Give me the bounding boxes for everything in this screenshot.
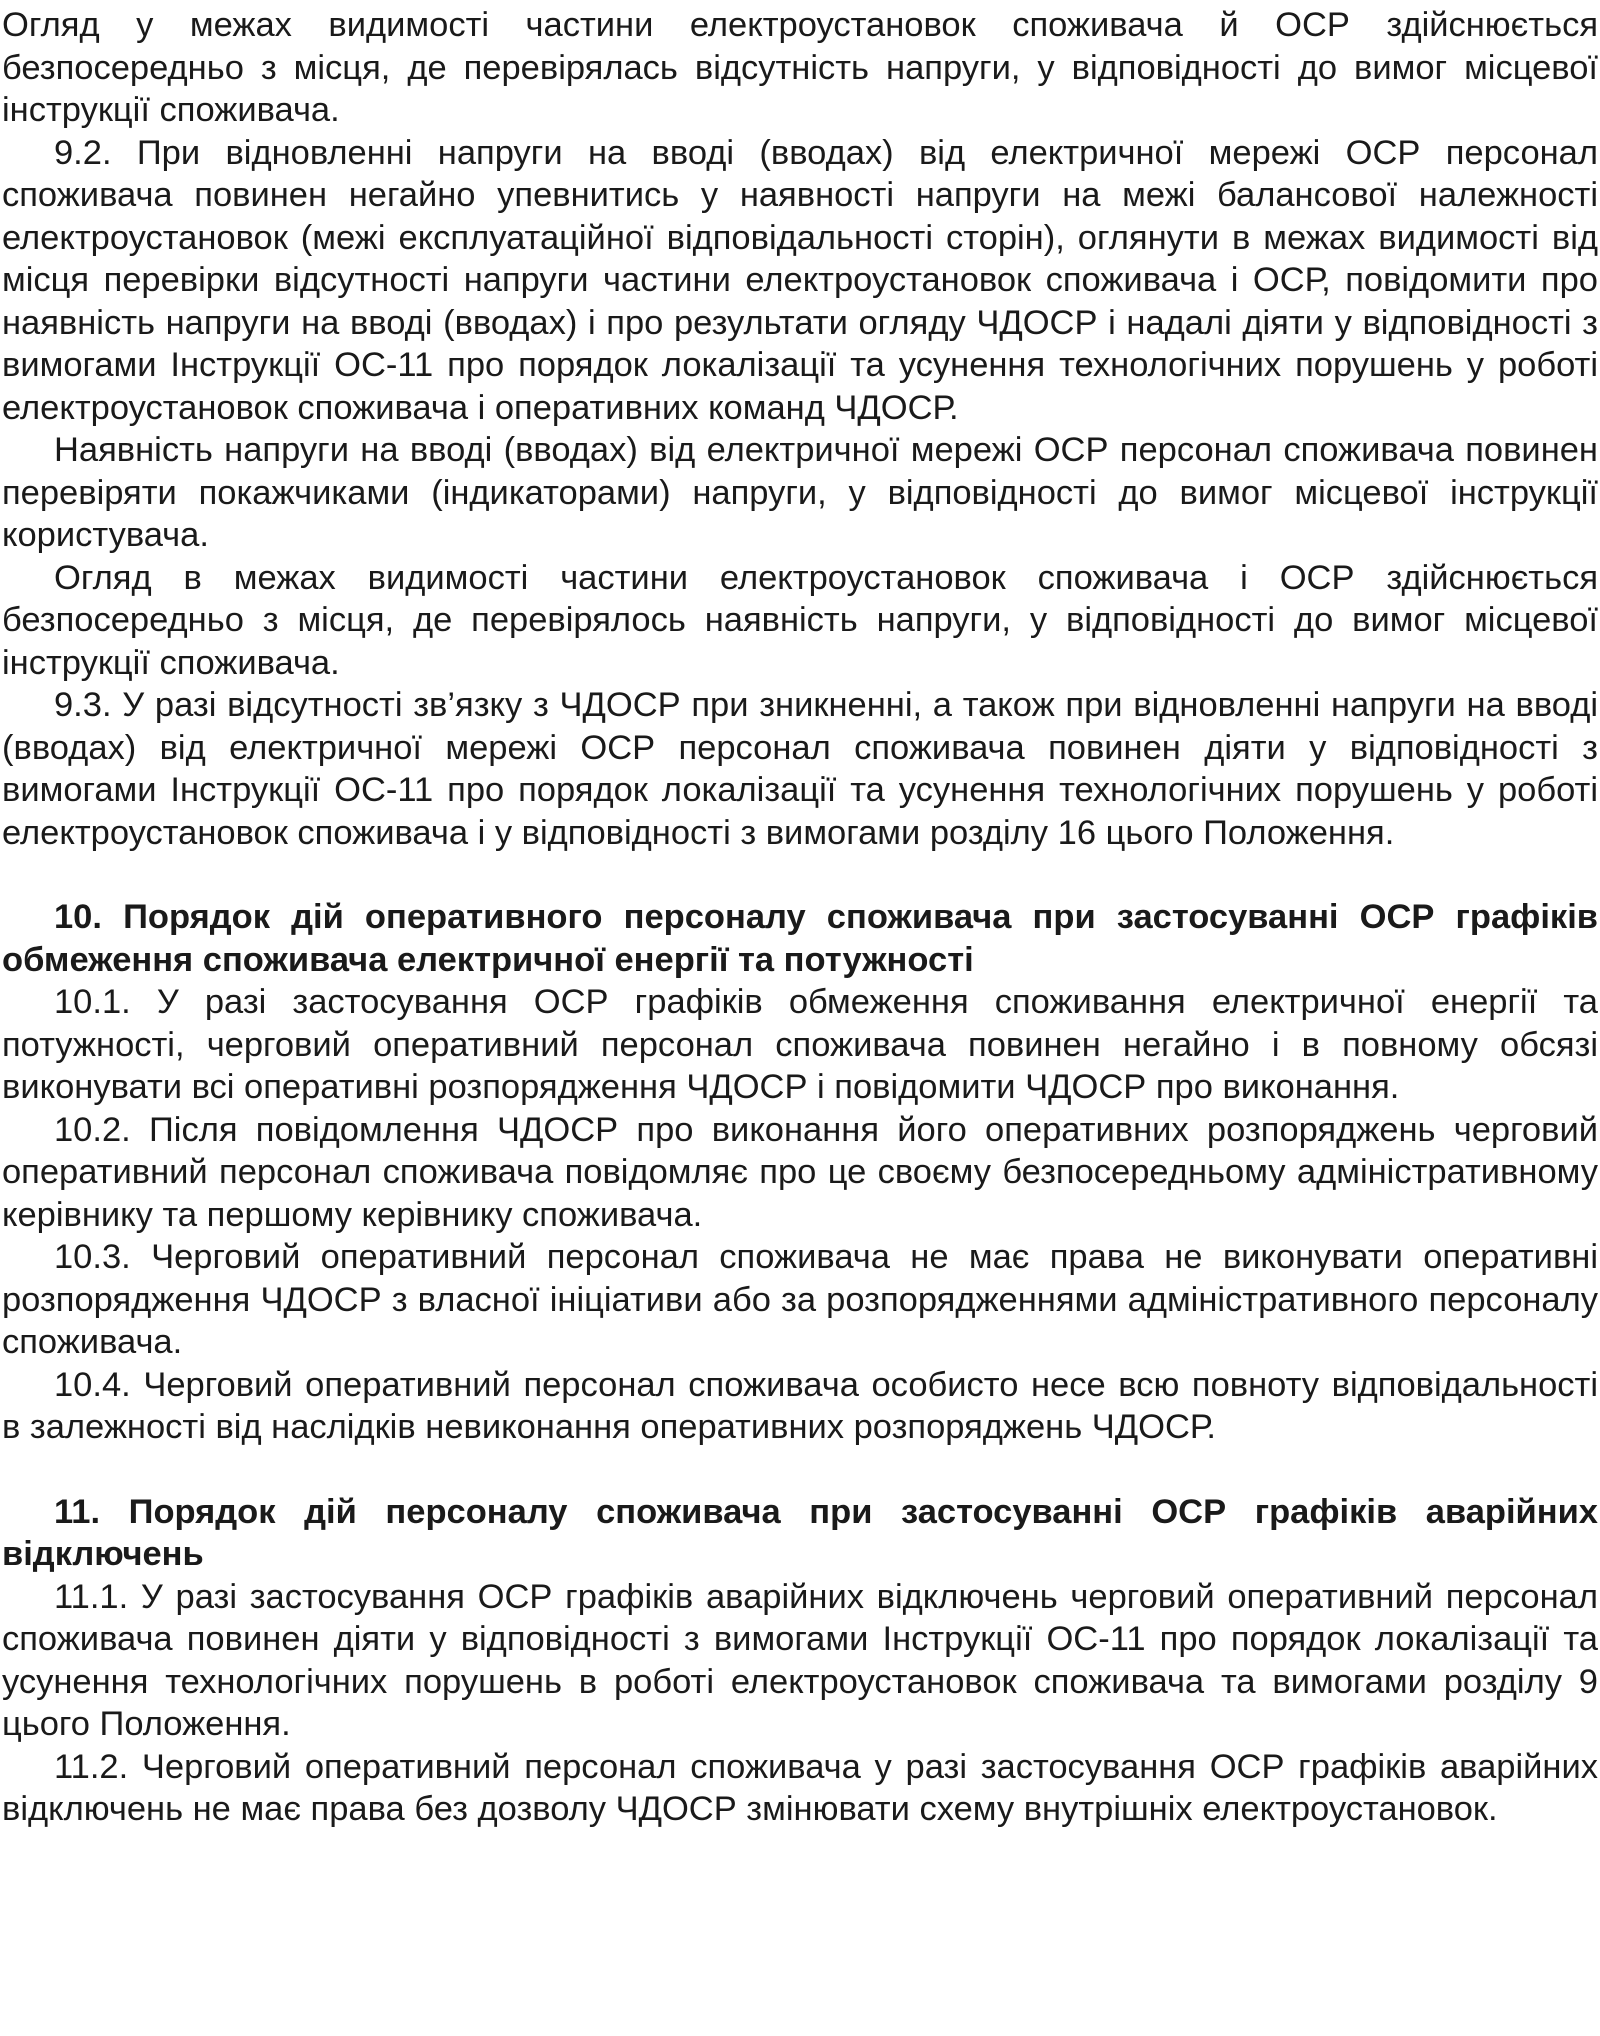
section-gap [2, 854, 1598, 896]
paragraph-9-2: 9.2. При відновленні напруги на вводі (вводах) від електричної мережі ОСР персонал споживача повинен негайно упевнитись у наявності напруги на межі балансової належності електроустановок (межі експлуатаційної відповідальності сторін), оглянути в межах видимості від місця перевірки відсутності напруги частини електроустановок споживача і ОСР, повідомити про наявність напруги на вводі (вводах) і про результати огляду ЧДОСР і надалі діяти у відповідності з вимогами Інструкції ОС-11 про порядок локалізації та усунення технологічних порушень у роботі електроустановок споживача і оперативних команд ЧДОСР. [2, 133, 1598, 427]
paragraph-voltage-check: Наявність напруги на вводі (вводах) від електричної мережі ОСР персонал споживача повинен перевіряти покажчиками (індикаторами) напруги, у відповідності до вимог місцевої інструкції користувача. [2, 431, 1598, 554]
paragraph-10-4: 10.4. Черговий оперативний персонал споживача особисто несе всю повноту відповідальності в залежності від наслідків невиконання оперативних розпоряджень ЧДОСР. [2, 1365, 1598, 1446]
section-gap [2, 1449, 1598, 1491]
paragraph-11-1: 11.1. У разі застосування ОСР графіків аварійних відключень черговий оперативний персонал споживача повинен діяти у відповідності з вимогами Інструкції ОС-11 про порядок локалізації та усунення технологічних порушень в роботі електроустановок споживача та вимогами розділу 9 цього Положення. [2, 1577, 1598, 1743]
paragraph-10-3: 10.3. Черговий оперативний персонал споживача не має права не виконувати оперативні розпорядження ЧДОСР з власної ініціативи або за розпорядженнями адміністративного персоналу споживача. [2, 1238, 1598, 1361]
paragraph-inspection-presence: Огляд в межах видимості частини електроустановок споживача і ОСР здійснюється безпосередньо з місця, де перевірялось наявність напруги, у відповідності до вимог місцевої інструкції споживача. [2, 558, 1598, 682]
paragraph-inspection-absence: Огляд у межах видимості частини електроустановок споживача й ОСР здійснюється безпосередньо з місця, де перевірялась відсутність напруги, у відповідності до вимог місцевої інструкції споживача. [2, 6, 1598, 129]
section-heading-10: 10. Порядок дій оперативного персоналу споживача при застосуванні ОСР графіків обмеження споживача електричної енергії та потужності [2, 898, 1598, 979]
paragraph-9-3: 9.3. У разі відсутності зв’язку з ЧДОСР при зникненні, а також при відновленні напруги на вводі (вводах) від електричної мережі ОСР персонал споживача повинен діяти у відповідності з вимогами Інструкції ОС-11 про порядок локалізації та усунення технологічних порушень у роботі електроустановок споживача і у відповідності з вимогами розділу 16 цього Положення. [2, 686, 1598, 852]
paragraph-11-2: 11.2. Черговий оперативний персонал споживача у разі застосування ОСР графіків аварійних відключень не має права без дозволу ЧДОСР змінювати схему внутрішніх електроустановок. [2, 1747, 1598, 1828]
section-heading-11: 11. Порядок дій персоналу споживача при застосуванні ОСР графіків аварійних відключень [2, 1492, 1598, 1573]
paragraph-10-1: 10.1. У разі застосування ОСР графіків обмеження споживання електричної енергії та потужності, черговий оперативний персонал споживача повинен негайно і в повному обсязі виконувати всі оперативні розпорядження ЧДОСР і повідомити ЧДОСР про виконання. [2, 983, 1598, 1106]
paragraph-10-2: 10.2. Після повідомлення ЧДОСР про виконання його оперативних розпоряджень черговий оперативний персонал споживача повідомляє про це своєму безпосередньому адміністративному керівнику та першому керівнику споживача. [2, 1110, 1598, 1234]
